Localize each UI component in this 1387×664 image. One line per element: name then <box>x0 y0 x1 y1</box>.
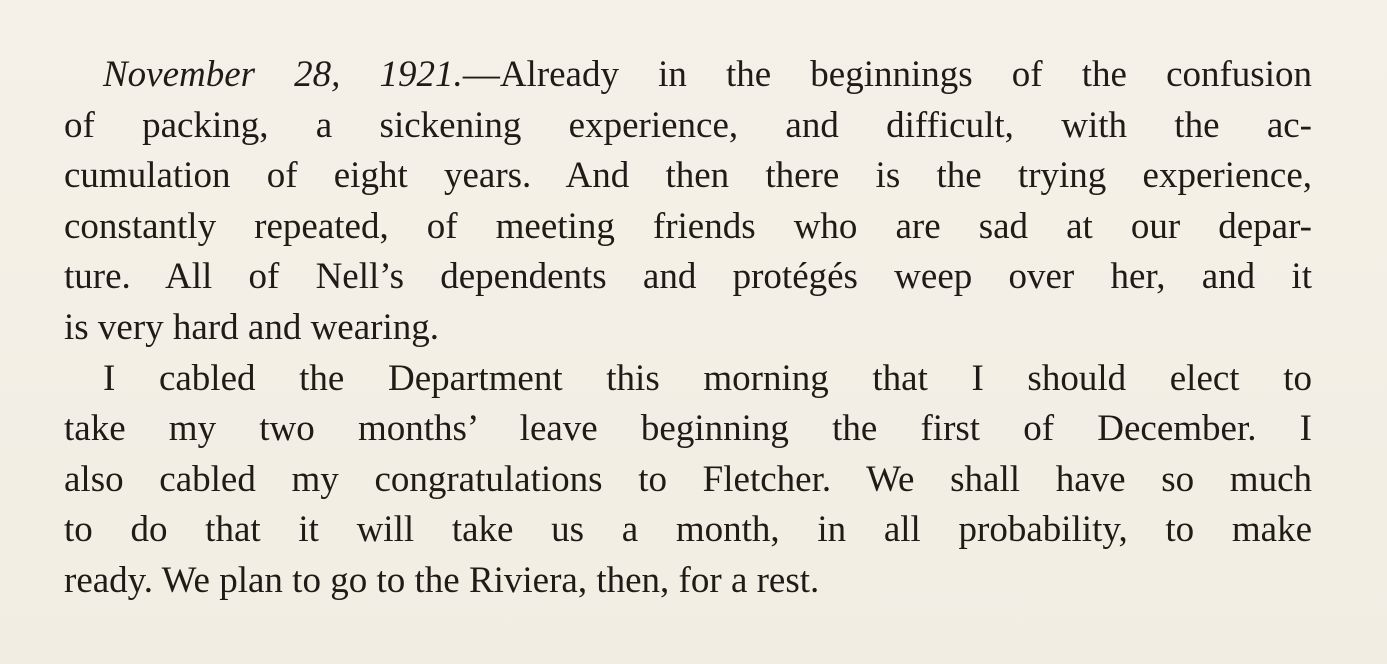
text-line: of packing, a sickening experience, and difficult, with the ac- <box>64 104 1312 146</box>
diary-entry <box>64 50 1312 607</box>
text-line: constantly repeated, of meeting friends who are sad at our depar- <box>64 205 1312 247</box>
text-line: to do that it will take us a month, in all probability, to make <box>64 509 1312 551</box>
text-line: —Already in the beginnings of the confusion <box>462 54 1312 95</box>
text-line: ture. All of Nell’s dependents and protégés weep over her, and it <box>64 256 1312 298</box>
text-line: ready. We plan to go to the Riviera, then, for a rest. <box>64 559 820 601</box>
text-line: cumulation of eight years. And then there is the trying experience, <box>64 155 1312 197</box>
text-line: I cabled the Department this morning that I should elect to <box>103 357 1312 399</box>
text-line: take my two months’ leave beginning the first of December. I <box>64 408 1312 450</box>
text-line: also cabled my congratulations to Fletcher. We shall have so much <box>64 458 1312 500</box>
entry-date: November 28, 1921. <box>103 54 463 95</box>
text-line: is very hard and wearing. <box>64 306 440 348</box>
entry-first-line <box>64 50 1312 101</box>
